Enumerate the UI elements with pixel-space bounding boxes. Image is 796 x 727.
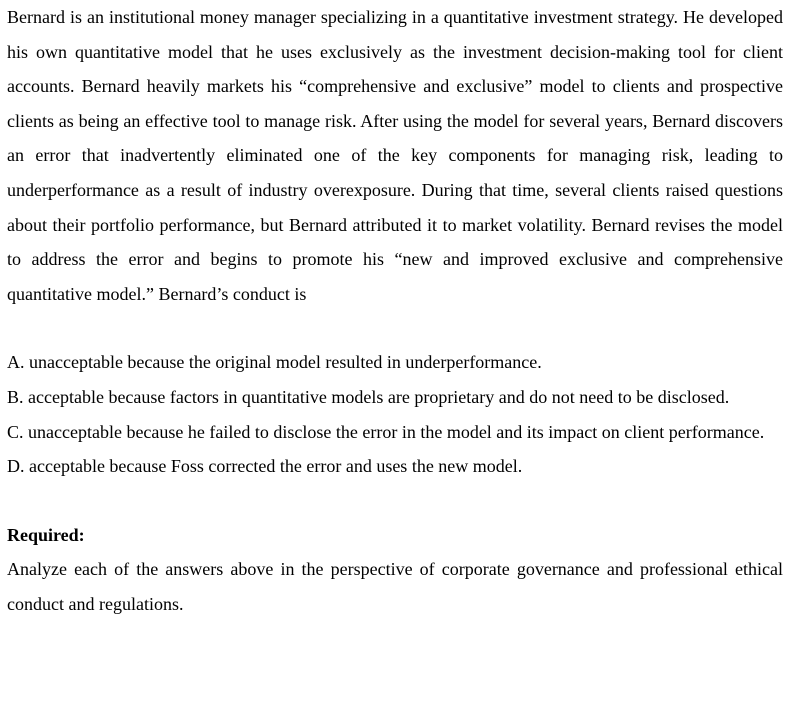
document <box>7 0 783 622</box>
question-stem: Bernard is an institutional money manager specializing in a quantitative investment strategy. He developed his own quantitative model that he uses exclusively as the investment decision-making tool for client accounts. Bernard heavily markets his “comprehensive and exclusive” model to clients and prospective clients as being an effective tool to manage risk. After using the model for several years, Bernard discovers an error that inadvertently eliminated one of the key components for managing risk, leading to underperformance as a result of industry overexposure. During that time, several clients raised questions about their portfolio performance, but Bernard attributed it to market volatility. Bernard revises the model to address the error and begins to promote his “new and improved exclusive and comprehensive quantitative model.” Bernard’s conduct is <box>7 7 783 304</box>
answer-options <box>7 345 783 483</box>
required-section <box>7 518 783 622</box>
option-a: A. unacceptable because the original model resulted in underperformance. <box>7 352 542 373</box>
option-c: C. unacceptable because he failed to disclose the error in the model and its impact on client performance. <box>7 421 765 442</box>
required-text: Analyze each of the answers above in the perspective of corporate governance and professional ethical conduct and regulations. <box>7 559 783 614</box>
required-heading: Required: <box>7 524 85 545</box>
option-d: D. acceptable because Foss corrected the error and uses the new model. <box>7 456 523 477</box>
option-b: B. acceptable because factors in quantitative models are proprietary and do not need to be disclosed. <box>7 386 730 407</box>
